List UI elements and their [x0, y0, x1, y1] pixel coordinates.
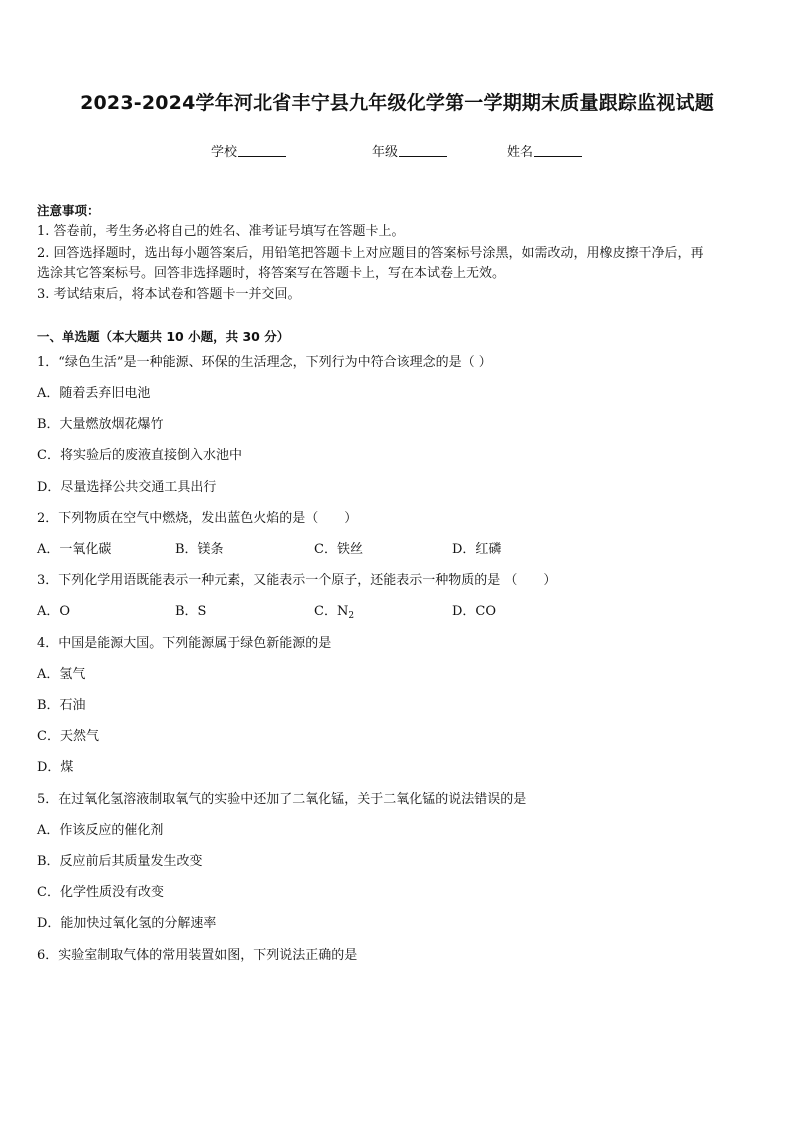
- question-3-option-b[interactable]: B．S: [175, 604, 207, 619]
- question-1-option-b[interactable]: B．大量燃放烟花爆竹: [37, 417, 164, 432]
- question-3-options: [37, 603, 757, 621]
- notice-item-2: 2. 回答选择题时，选出每小题答案后，用铅笔把答题卡上对应题目的答案标号涂黑，如需改动，用橡皮擦干净后，再: [37, 246, 704, 261]
- question-1-stem: 1．“绿色生活”是一种能源、环保的生活理念，下列行为中符合该理念的是（ ）: [37, 355, 492, 370]
- question-1-option-d[interactable]: D．尽量选择公共交通工具出行: [37, 480, 217, 495]
- question-2-option-a[interactable]: A．一氧化碳: [37, 542, 112, 557]
- school-field[interactable]: [211, 141, 286, 160]
- question-3-option-c-subscript: 2: [348, 611, 355, 621]
- question-6-stem: 6．实验室制取气体的常用装置如图，下列说法正确的是: [37, 948, 358, 963]
- question-5-stem: 5．在过氧化氢溶液制取氧气的实验中还加了二氧化锰，关于二氧化锰的说法错误的是: [37, 792, 527, 807]
- question-5-option-a[interactable]: A．作该反应的催化剂: [37, 823, 164, 838]
- notice-heading: 注意事项：: [37, 203, 100, 218]
- question-2-options: [37, 541, 757, 559]
- exam-title: 2023-2024学年河北省丰宁县九年级化学第一学期期末质量跟踪监视试题: [80, 92, 714, 114]
- question-5-option-b[interactable]: B．反应前后其质量发生改变: [37, 854, 203, 869]
- school-blank[interactable]: [238, 144, 286, 157]
- name-field[interactable]: [507, 141, 582, 160]
- grade-blank[interactable]: [399, 144, 447, 157]
- section-heading: 一、单选题（本大题共 10 小题，共 30 分）: [37, 329, 290, 344]
- question-3-option-c[interactable]: [314, 603, 354, 625]
- question-3-option-c-text: C．N: [314, 604, 349, 619]
- question-2-option-b[interactable]: B．镁条: [175, 542, 224, 557]
- name-blank[interactable]: [534, 144, 582, 157]
- question-4-option-c[interactable]: C．天然气: [37, 729, 99, 744]
- school-label: 学校: [211, 145, 238, 160]
- notice-item-2-cont: 选涂其它答案标号。回答非选择题时，将答案写在答题卡上，写在本试卷上无效。: [37, 266, 506, 281]
- question-4-option-d[interactable]: D．煤: [37, 760, 74, 775]
- question-1-option-c[interactable]: C．将实验后的废液直接倒入水池中: [37, 448, 242, 463]
- question-3-stem: 3．下列化学用语既能表示一种元素，又能表示一个原子，还能表示一种物质的是 （ ）: [37, 573, 557, 588]
- question-5-option-d[interactable]: D．能加快过氧化氢的分解速率: [37, 916, 217, 931]
- question-1-option-a[interactable]: A．随着丢弃旧电池: [37, 386, 151, 401]
- question-2-option-c[interactable]: C．铁丝: [314, 542, 363, 557]
- grade-label: 年级: [372, 145, 399, 160]
- notice-item-1: 1. 答卷前，考生务必将自己的姓名、准考证号填写在答题卡上。: [37, 224, 405, 239]
- question-3-option-d[interactable]: D．CO: [452, 604, 497, 619]
- question-5-option-c[interactable]: C．化学性质没有改变: [37, 885, 164, 900]
- question-2-option-d[interactable]: D．红磷: [452, 542, 502, 557]
- name-label: 姓名: [507, 145, 534, 160]
- student-info-row: [0, 141, 794, 161]
- grade-field[interactable]: [372, 141, 447, 160]
- question-4-stem: 4．中国是能源大国。下列能源属于绿色新能源的是: [37, 636, 332, 651]
- notice-item-3: 3. 考试结束后，将本试卷和答题卡一并交回。: [37, 287, 301, 302]
- question-4-option-a[interactable]: A．氢气: [37, 667, 86, 682]
- question-4-option-b[interactable]: B．石油: [37, 698, 86, 713]
- question-2-stem: 2．下列物质在空气中燃烧，发出蓝色火焰的是（ ）: [37, 511, 358, 526]
- question-3-option-a[interactable]: A．O: [37, 604, 71, 619]
